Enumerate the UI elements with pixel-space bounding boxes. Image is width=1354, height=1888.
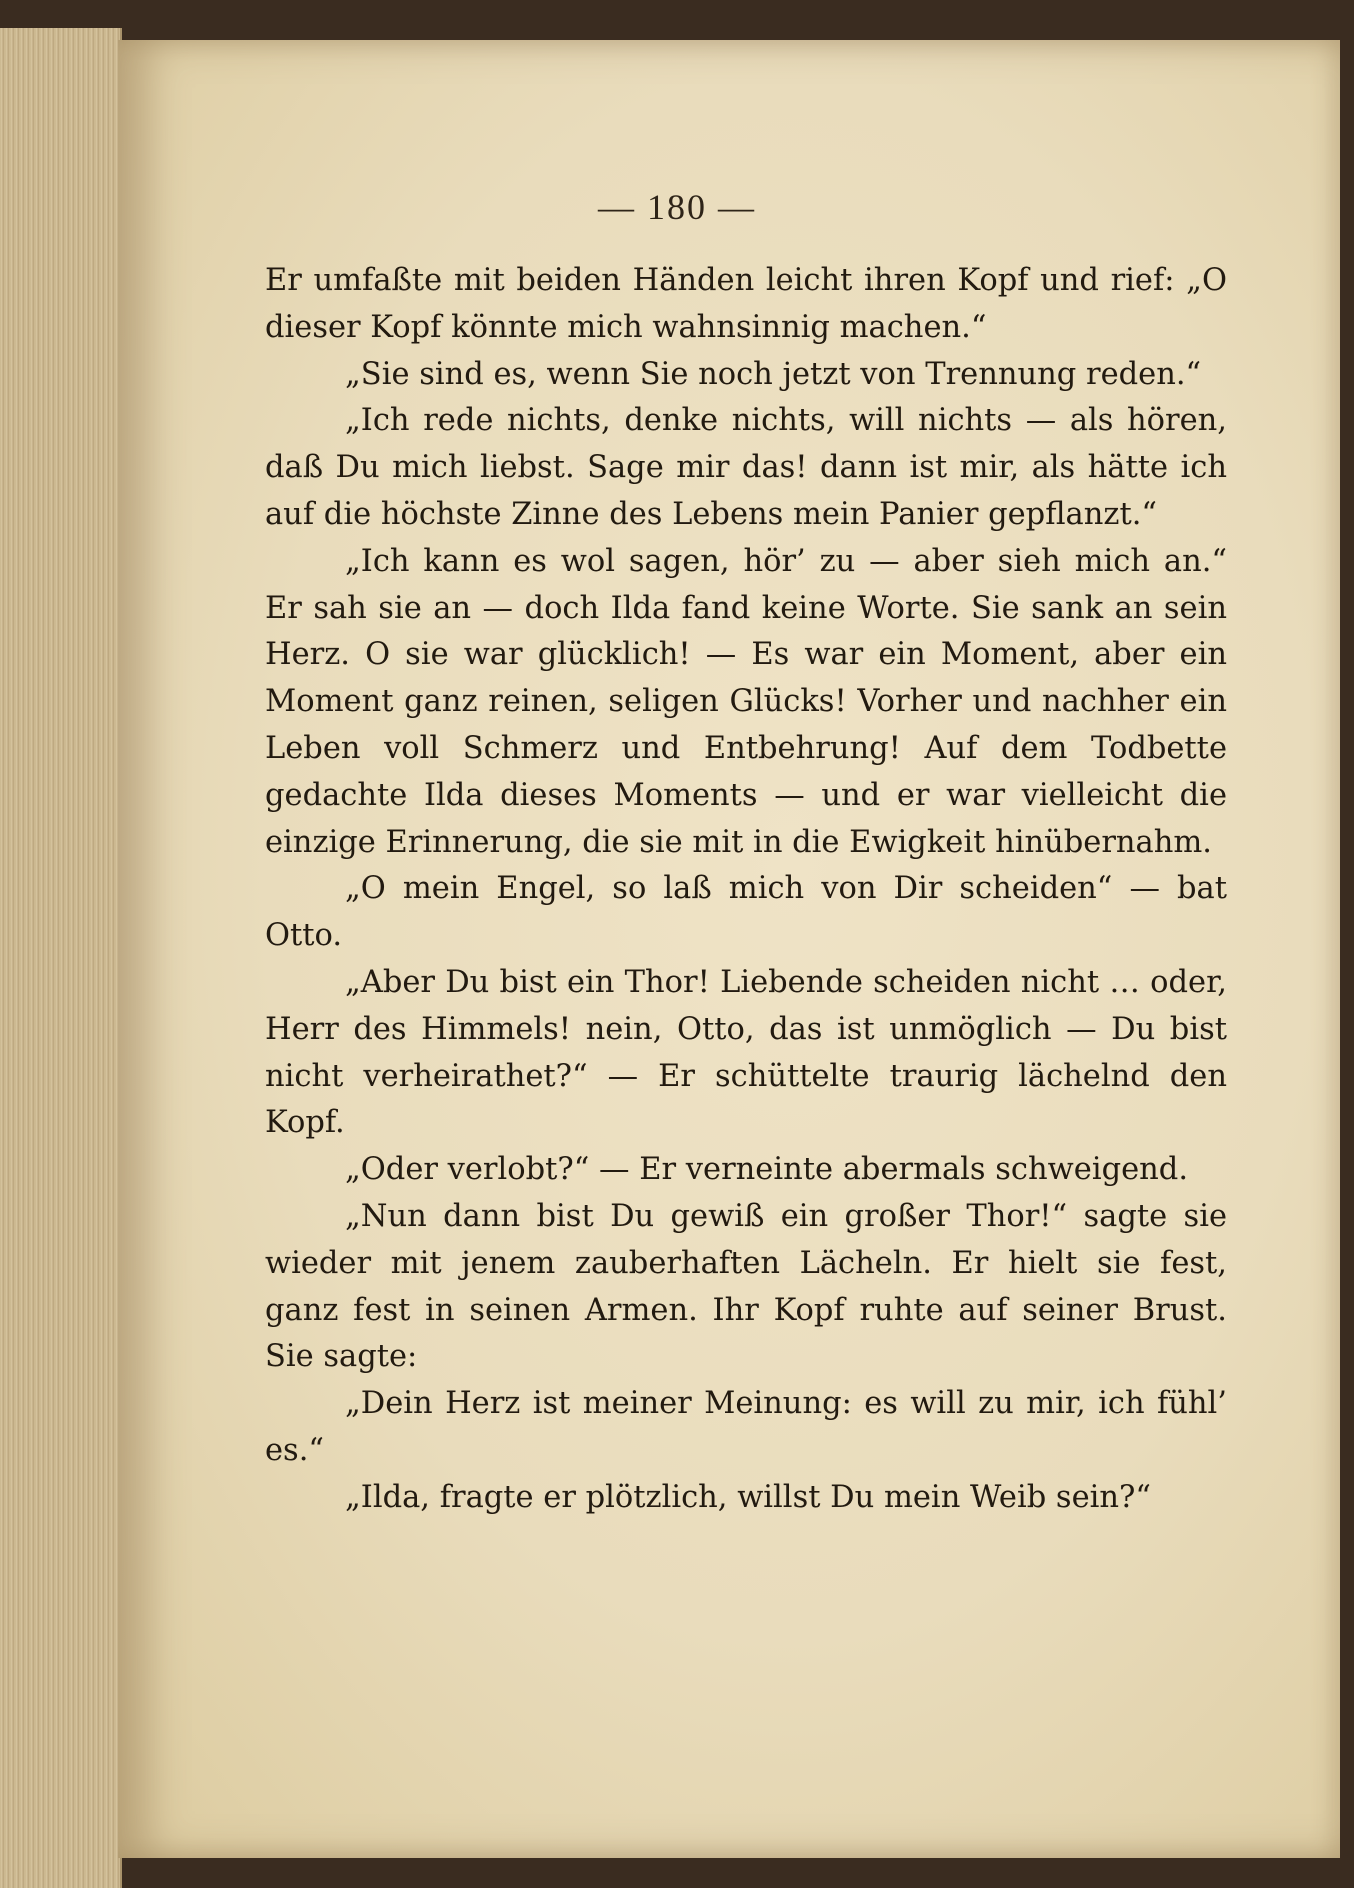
paragraph: „Ich kann es wol sagen, hör’ zu — aber sieh mich an.“ Er sah sie an — doch Ilda fand keine Worte. Sie sank an sein Herz. O sie war glücklich! — Es war ein Moment, aber ein Moment ganz reinen, seligen Glücks! Vorher und nachher ein Leben voll Schmerz und Entbehrung! Auf dem Todbette gedachte Ilda dieses Moments — und er war vielleicht die einzige Erinnerung, die sie mit in die Ewigkeit hinübernahm.	[265, 543, 1227, 860]
body-text	[265, 258, 1227, 1522]
paragraph: „Ilda, fragte er plötzlich, willst Du mein Weib sein?“	[345, 1479, 1151, 1515]
paragraph: „Dein Herz ist meiner Meinung: es will zu mir, ich fühl’ es.“	[265, 1386, 1227, 1468]
paragraph: „Ich rede nichts, denke nichts, will nichts — als hören, daß Du mich liebst. Sage mir das! dann ist mir, als hätte ich auf die höchste Zinne des Lebens mein Panier gepflanzt.“	[265, 403, 1227, 532]
paragraph: „Nun dann bist Du gewiß ein großer Thor!“ sagte sie wieder mit jenem zauberhaften Lächeln. Er hielt sie fest, ganz fest in seinen Armen. Ihr Kopf ruhte auf seiner Brust. Sie sagte:	[265, 1198, 1227, 1375]
page-edge-stack	[0, 28, 122, 1888]
paragraph: „Oder verlobt?“ — Er verneinte abermals schweigend.	[345, 1152, 1189, 1188]
paragraph: „Sie sind es, wenn Sie noch jetzt von Trennung reden.“	[345, 356, 1202, 392]
page-number: — 180 —	[598, 187, 756, 227]
paragraph: „O mein Engel, so laß mich von Dir scheiden“ — bat Otto.	[265, 871, 1227, 954]
paragraph: Er umfaßte mit beiden Händen leicht ihren Kopf und rief: „O dieser Kopf könnte mich wahnsinnig machen.“	[265, 263, 1227, 345]
paragraph: „Aber Du bist ein Thor! Liebende scheiden nicht … oder, Herr des Himmels! nein, Otto, das ist unmöglich — Du bist nicht verheirathet?“ — Er schüttelte traurig lächelnd den Kopf.	[265, 964, 1227, 1141]
